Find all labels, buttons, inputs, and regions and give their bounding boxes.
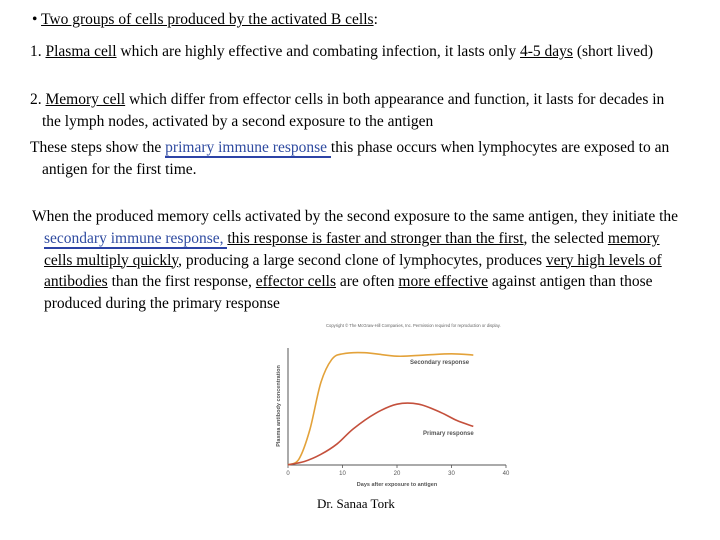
secondary-text-7: than the first response, — [107, 273, 256, 291]
intro-heading — [32, 9, 686, 31]
bullet: • — [32, 11, 38, 28]
plasma-cell-paragraph — [30, 41, 686, 63]
secondary-faster-stronger: this response is faster and stronger than the first — [227, 229, 524, 247]
item2-number: 2. — [30, 91, 46, 108]
x-axis-label: Days after exposure to antigen — [356, 482, 438, 488]
intro-heading-text: Two groups of cells produced by the activated B cells — [41, 11, 374, 28]
secondary-text-11: against antigen than those produced during the primary response — [44, 273, 653, 313]
x-tick-label: 10 — [339, 471, 346, 477]
x-tick-label: 20 — [393, 471, 401, 477]
memory-cell-paragraph — [30, 89, 686, 133]
primary-response-label: Primary response — [423, 431, 474, 437]
secondary-high-antibodies: very high levels of antibodies — [44, 251, 662, 291]
secondary-text-9: are often — [335, 273, 399, 291]
x-tick-label: 40 — [502, 471, 510, 477]
secondary-text-1: When the produced memory cells activated by the second exposure to the same antigen, they initiate the — [32, 208, 679, 225]
secondary-effector-cells: effector cells — [255, 273, 336, 291]
primary-text: These steps show the — [30, 139, 166, 156]
primary-response-paragraph — [30, 137, 686, 181]
memory-cell-term: Memory cell — [45, 91, 126, 108]
plasma-cell-duration: 4-5 days — [520, 43, 573, 60]
secondary-multiply-quickly: memory cells multiply quickly — [44, 229, 660, 269]
item1-number: 1. — [30, 43, 46, 60]
copyright-notice: Copyright © The McGraw-Hill Companies, Inc. Permission required for reproduction or display. — [326, 323, 501, 328]
secondary-text-5: , producing a large second clone of lymphocytes, produces — [178, 251, 546, 269]
x-tick-label: 0 — [286, 471, 290, 477]
secondary-immune-response-term: secondary immune response, — [44, 229, 228, 247]
secondary-more-effective: more effective — [398, 273, 489, 291]
primary-immune-response-term: primary immune response — [165, 139, 331, 156]
secondary-response-line — [288, 353, 473, 465]
secondary-response-paragraph — [32, 206, 686, 315]
secondary-text-3: , the selected — [523, 229, 608, 247]
y-axis-label: Plasma antibody concentration — [276, 365, 282, 447]
intro-colon: : — [373, 11, 378, 28]
memory-cell-text: which differ from effector cells in both appearance and function, it lasts for decades in the lymph nodes, activated by a second exposure to the antigen — [42, 91, 665, 130]
x-tick-label: 30 — [448, 471, 455, 477]
antibody-response-chart — [270, 338, 515, 488]
author-credit: Dr. Sanaa Tork — [317, 496, 395, 511]
plasma-cell-text: which are highly effective and combating infection, it lasts only — [116, 43, 520, 60]
plasma-cell-text-end: (short lived) — [572, 43, 654, 60]
primary-text-end: this phase occurs when lymphocytes are exposed to an antigen for the first time. — [42, 139, 670, 178]
secondary-response-label: Secondary response — [410, 360, 470, 366]
plasma-cell-term: Plasma cell — [45, 43, 117, 60]
